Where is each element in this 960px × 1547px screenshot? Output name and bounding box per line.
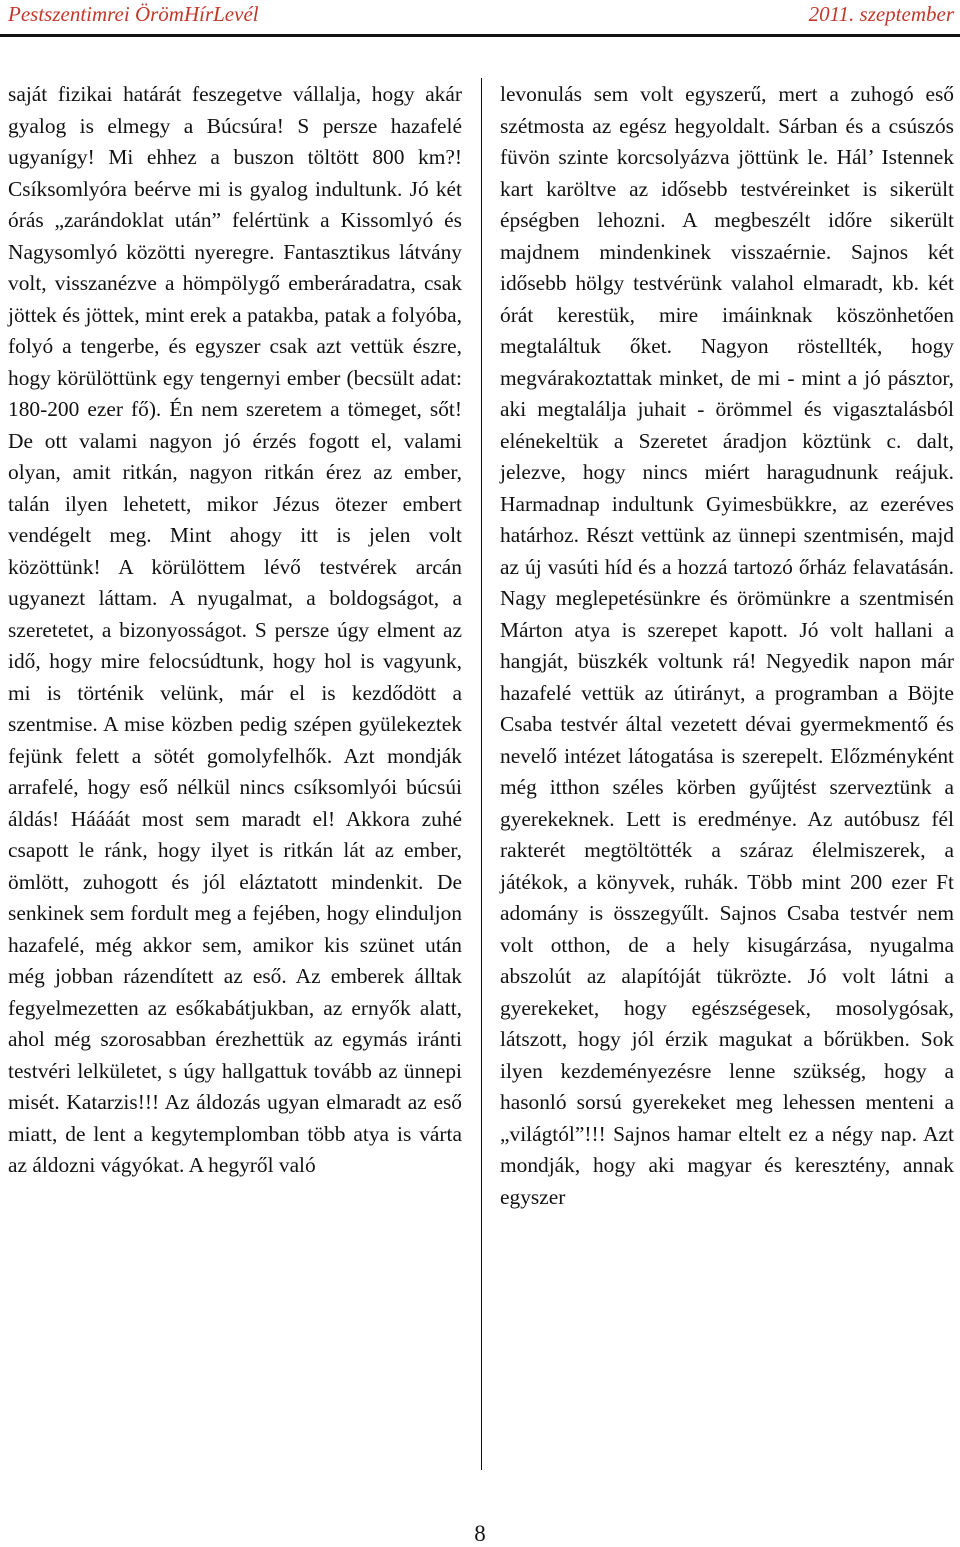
issue-date: 2011. szeptember [808,2,954,26]
article-column-right: levonulás sem volt egyszerű, mert a zuhogó eső szétmosta az egész hegyoldalt. Sárban és a csúszós füvön szinte korcsolyázva jöttünk le. Hál’ Istennek kart karöltve az idősebb testvéreinket is sikerült épségben lehozni. A megbeszélt időre sikerült majdnem mindenkinek visszaérnie. Sajnos két idősebb hölgy testvérünk valahol elmaradt, kb. két órát kerestük, mire imáinknak köszönhetően megtaláltuk őket. Nagyon röstellték, hogy megvárakoztattak minket, de mi - mint a jó pásztor, aki megtalálja juhait - örömmel és vigasztalásból elénekeltük a Szeretet áradjon köztünk c. dalt, jelezve, hogy nincs miért haragudnunk reájuk. Harmadnap indultunk Gyimesbükkre, az ezeréves határhoz. Részt vettünk az ünnepi szentmisén, majd az új vasúti híd és a hozzá tartozó őrház felavatásán. Nagy meglepetésünkre és örömünkre a szentmisén Márton atya is szerepet kapott. Jó volt hallani a hangját, büszkék voltunk rá! Negyedik napon már hazafelé vettük az útirányt, a programban a Böjte Csaba testvér által vezetett dévai gyermekmentő és nevelő intézet látogatása is szerepelt. Előzményként még itthon széles körben gyűjtést szerveztünk a gyerekeknek. Lett is eredménye. Az autóbusz fél rakterét megtöltötték a száraz élelmiszerek, a játékok, a könyvek, ruhák. Több mint 200 ezer Ft adomány is összegyűlt. Sajnos Csaba testvér nem volt otthon, de a hely kisugárzása, nyugalma abszolút az alapítóját tükrözte. Jó volt látni a gyerekeket, hogy egészségesek, mosolygósak, látszott, hogy jól érzik magukat a bőrükben. Sok ilyen kezdeményezésre lenne szükség, hogy a hasonló sorsú gyerekeket meg lehessen menteni a „világtól”!!! Sajnos hamar eltelt ez a négy nap. Azt mondják, hogy aki magyar és keresztény, annak egyszer [500,82,954,1209]
newsletter-title: Pestszentimrei ÖrömHírLevél [8,2,259,26]
article-column-left: saját fizikai határát feszegetve vállalja, hogy akár gyalog is elmegy a Búcsúra! S persze hazafelé ugyanígy! Mi ehhez a buszon töltött 800 km?! Csíksomlyóra beérve mi is gyalog indultunk. Jó két órás „zarándoklat után” felértünk a Kissomlyó és Nagysomlyó közötti nyeregre. Fantasztikus látvány volt, visszanézve a hömpölygő emberáradatra, csak jöttek és jöttek, mint erek a patakba, patak a folyóba, folyó a tengerbe, és egyszer csak azt vettük észre, hogy körülöttünk egy tengernyi ember (becsült adat: 180-200 ezer fő). Én nem szeretem a tömeget, sőt! De ott valami nagyon jó érzés fogott el, valami olyan, amit ritkán, nagyon ritkán érez az ember, talán ilyen lehetett, mikor Jézus ötezer embert vendégelt meg. Mint ahogy itt is jelen volt közöttünk! A körülöttem lévő testvérek arcán ugyanezt láttam. A nyugalmat, a boldogságot, a szeretetet, a bizonyosságot. S persze úgy elment az idő, hogy mire felocsúdtunk, hogy hol is vagyunk, mi is történik velünk, már el is kezdődött a szentmise. A mise közben pedig szépen gyülekeztek fejünk felett a sötét gomolyfelhők. Azt mondják arrafelé, hogy eső nélkül nincs csíksomlyói búcsúi áldás! Háááát most sem maradt el! Akkora zuhé csapott le ránk, hogy ilyet is ritkán lát az ember, ömlött, zuhogott és jól eláztatott mindenkit. De senkinek sem fordult meg a fejében, hogy elinduljon hazafelé, még akkor sem, amikor kis szünet után még jobban rázendített az eső. Az emberek álltak fegyelmezetten az esőkabátjukban, az ernyők alatt, ahol még szorosabban érezhettük az egymás iránti testvéri lelkületet, s úgy hallgattuk tovább az ünnepi misét. Katarzis!!! Az áldozás ugyan elmaradt az eső miatt, de lent a kegytemplomban több atya is várta az áldozni vágyókat. A hegyről való [8,82,462,1177]
header-rule [0,34,960,37]
page-header [0,0,960,34]
column-divider [481,78,482,1470]
page-number: 8 [474,1521,486,1546]
